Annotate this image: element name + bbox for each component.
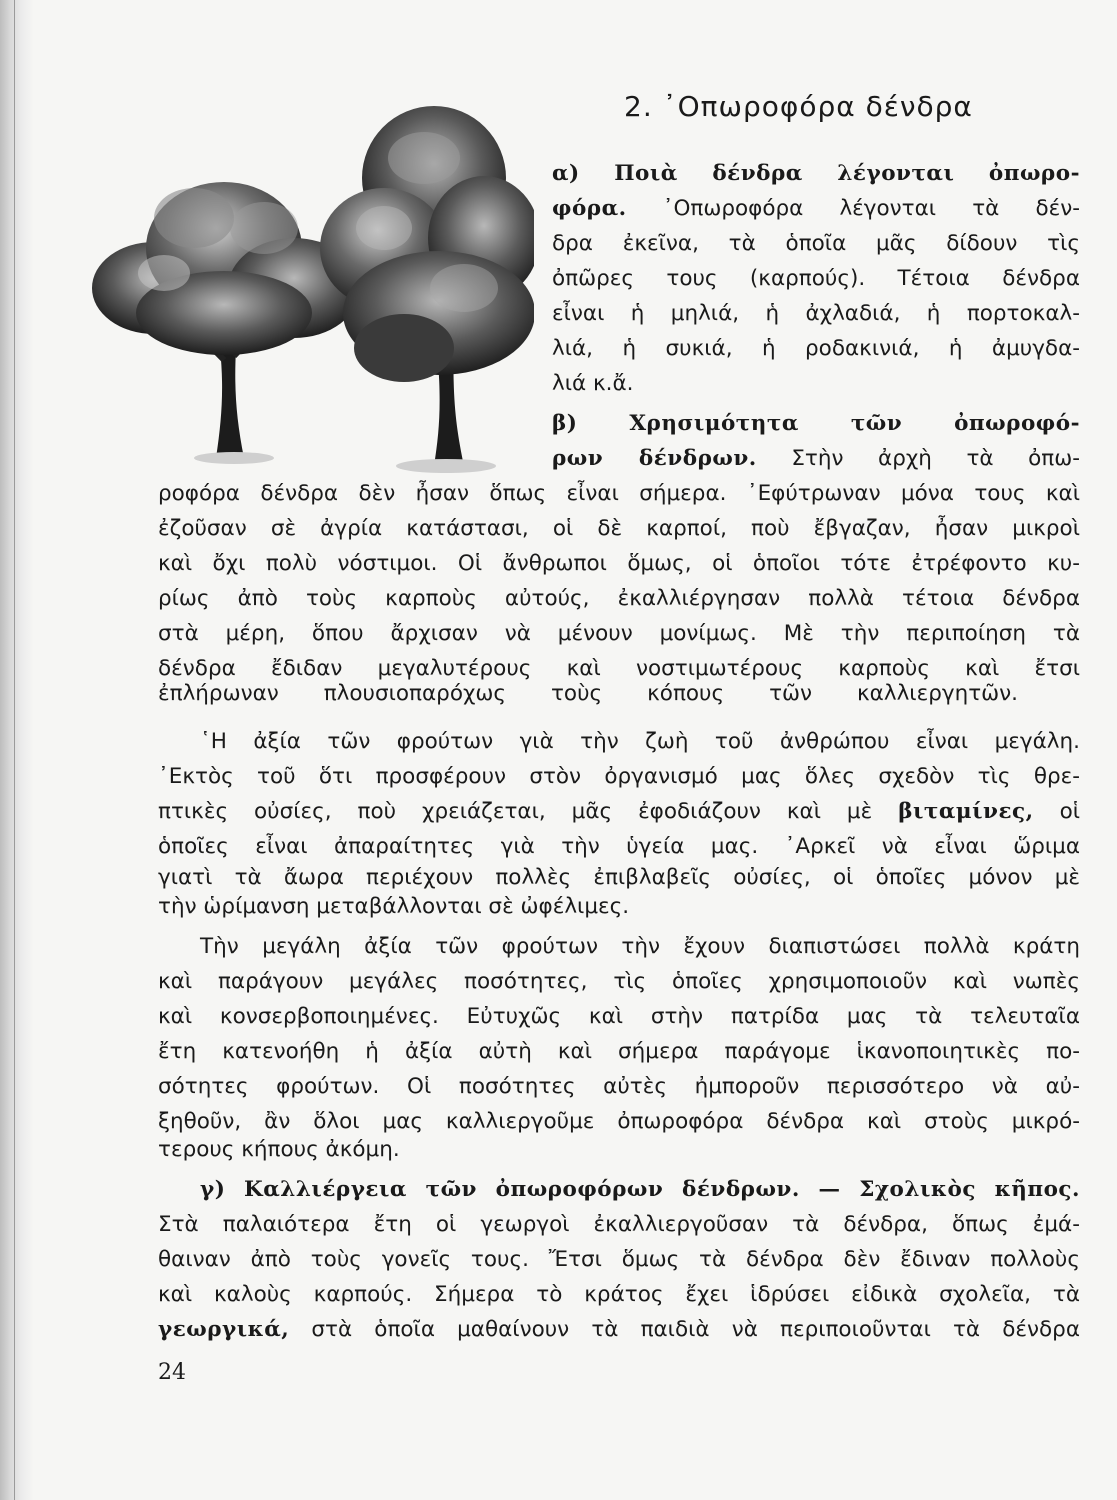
section-b-line-8: ἐπλήρωναν πλουσιοπαρόχως τοὺς κόπους τῶν καλλιεργητῶν. xyxy=(158,681,1018,706)
section-c-line-2: Στὰ παλαιότερα ἔτη οἱ γεωργοὶ ἐκαλλιεργοῦσαν τὰ δένδρα, ὅπως ἐμά- xyxy=(158,1212,1080,1237)
section-c-line-5 xyxy=(158,1316,1080,1344)
section-b-line-1 xyxy=(552,445,1080,473)
section-a-heading-line xyxy=(552,160,1080,188)
section-a-heading: α) Ποιὰ δένδρα λέγονται ὀπωρο- xyxy=(552,161,1080,186)
states-para-line-6: ξηθοῦν, ἂν ὅλοι μας καλλιεργοῦμε ὀπωροφόρα δένδρα καὶ στοὺς μικρό- xyxy=(158,1109,1080,1134)
states-para-line-4: ἔτη κατενοήθη ἡ ἀξία αὐτὴ καὶ σήμερα παράγομε ἱκανοποιητικὲς πο- xyxy=(158,1039,1080,1064)
section-b-line-5: ρίως ἀπὸ τοὺς καρποὺς αὐτούς, ἐκαλλιέργησαν πολλὰ τέτοια δένδρα xyxy=(158,586,1080,611)
page-number: 24 xyxy=(158,1360,186,1385)
section-a-text: ᾿Οπωροφόρα λέγονται τὰ δέν- xyxy=(662,196,1080,221)
section-b-text: Στὴν ἀρχὴ τὰ ὀπω- xyxy=(791,446,1080,471)
value-para-line-5: γιατὶ τὰ ἄωρα περιέχουν πολλὲς ἐπιβλαβεῖς οὐσίες, οἱ ὁποῖες μόνον μὲ xyxy=(158,865,1080,890)
section-a-line-6: λιά κ.ἄ. xyxy=(552,371,634,396)
section-c-line-4: καὶ καλοὺς καρπούς. Σήμερα τὸ κράτος ἔχει ἱδρύσει εἰδικὰ σχολεῖα, τὰ xyxy=(158,1282,1080,1307)
page-binding-edge xyxy=(0,0,34,1500)
value-para-line-3-end: οἱ xyxy=(1059,799,1080,824)
value-para-line-2: ᾿Εκτὸς τοῦ ὅτι προσφέρουν στὸν ὀργανισμό μας ὅλες σχεδὸν τὶς θρε- xyxy=(158,764,1080,789)
section-b-heading-line xyxy=(552,410,1080,438)
section-a-line-2: δρα ἐκεῖνα, τὰ ὁποῖα μᾶς δίδουν τὶς xyxy=(552,231,1080,256)
section-c-heading: γ) Καλλιέργεια τῶν ὀπωροφόρων δένδρων. — Σχολικὸς κῆπος. xyxy=(200,1177,1080,1202)
section-b-line-3: ἐζοῦσαν σὲ ἀγρία κατάστασι, οἱ δὲ καρποί, ποὺ ἔβγαζαν, ἦσαν μικροὶ xyxy=(158,516,1080,541)
section-b-heading-cont: ρων δένδρων. xyxy=(552,446,757,471)
section-b-heading: β) Χρησιμότητα τῶν ὀπωροφό- xyxy=(552,411,1080,436)
value-para-line-1: ῾Η ἀξία τῶν φρούτων γιὰ τὴν ζωὴ τοῦ ἀνθρώπου εἶναι μεγάλη. xyxy=(200,729,1080,754)
states-para-line-3: καὶ κονσερβοποιημένες. Εὐτυχῶς καὶ στὴν πατρίδα μας τὰ τελευταῖα xyxy=(158,1004,1080,1029)
section-c-heading-line xyxy=(200,1176,1080,1204)
section-c-line-3: θαιναν ἀπὸ τοὺς γονεῖς τους. Ἔτσι ὅμως τὰ δένδρα δὲν ἔδιναν πολλοὺς xyxy=(158,1247,1080,1272)
states-para-line-5: σότητες φρούτων. Οἱ ποσότητες αὐτὲς ἠμποροῦν περισσότερο νὰ αὐ- xyxy=(158,1074,1080,1099)
section-a-heading-cont: φόρα. xyxy=(552,196,627,221)
chapter-title: 2. ᾿Οπωροφόρα δένδρα xyxy=(624,90,973,123)
vitamins-term: βιταμίνες, xyxy=(898,799,1034,824)
section-b-line-6: στὰ μέρη, ὅπου ἄρχισαν νὰ μένουν μονίμως. Μὲ τὴν περιποίηση τὰ xyxy=(158,621,1080,646)
agricultural-term: γεωργικά, xyxy=(158,1317,290,1342)
value-para-line-4: ὁποῖες εἶναι ἀπαραίτητες γιὰ τὴν ὑγεία μας. ᾿Αρκεῖ νὰ εἶναι ὥριμα xyxy=(158,834,1080,859)
right-tree xyxy=(320,106,534,473)
section-a-line-4: εἶναι ἡ μηλιά, ἡ ἀχλαδιά, ἡ πορτοκαλ- xyxy=(552,301,1080,326)
section-c-line-5-text: στὰ ὁποῖα μαθαίνουν τὰ παιδιὰ νὰ περιποιοῦνται τὰ δένδρα xyxy=(311,1317,1080,1342)
value-para-line-6: τὴν ὡρίμανση μεταβάλλονται σὲ ὠφέλιμες. xyxy=(158,894,630,919)
section-b-line-7: δένδρα ἔδιδαν μεγαλυτέρους καὶ νοστιμωτέρους καρποὺς καὶ ἔτσι xyxy=(158,656,1080,681)
section-b-line-4: καὶ ὄχι πολὺ νόστιμοι. Οἱ ἄνθρωποι ὅμως, οἱ ὁποῖοι τότε ἐτρέφοντο κυ- xyxy=(158,551,1080,576)
states-para-line-1: Τὴν μεγάλη ἀξία τῶν φρούτων τὴν ἔχουν διαπιστώσει πολλὰ κράτη xyxy=(200,934,1080,959)
section-a-line-3: ὀπῶρες τους (καρπούς). Τέτοια δένδρα xyxy=(552,266,1080,291)
value-para-line-3 xyxy=(158,798,1080,826)
states-para-line-7: τερους κήπους ἀκόμη. xyxy=(158,1137,400,1162)
section-a-line-1 xyxy=(552,195,1080,223)
value-para-line-3-text: πτικὲς οὐσίες, ποὺ χρειάζεται, μᾶς ἐφοδιάζουν καὶ μὲ xyxy=(158,799,873,824)
fruit-trees-illustration xyxy=(84,98,534,478)
section-b-line-2: ροφόρα δένδρα δὲν ἦσαν ὅπως εἶναι σήμερα. ᾿Εφύτρωναν μόνα τους καὶ xyxy=(158,481,1080,506)
left-tree xyxy=(92,182,360,464)
section-a-line-5: λιά, ἡ συκιά, ἡ ροδακινιά, ἡ ἀμυγδα- xyxy=(552,336,1080,361)
states-para-line-2: καὶ παράγουν μεγάλες ποσότητες, τὶς ὁποῖες χρησιμοποιοῦν καὶ νωπὲς xyxy=(158,969,1080,994)
